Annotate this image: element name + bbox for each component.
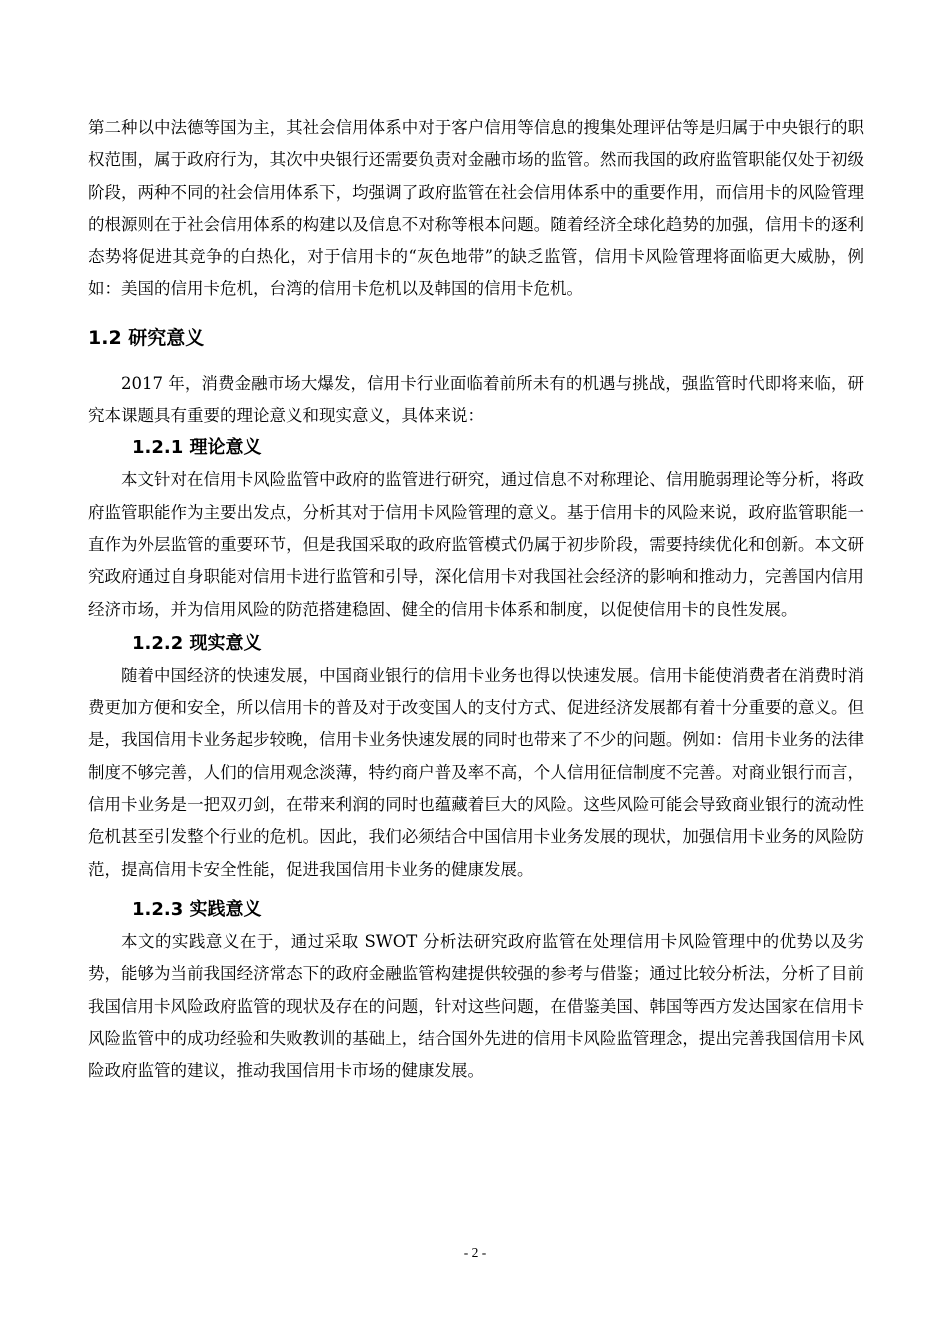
subsection-paragraph-practice: 本文的实践意义在于，通过采取 SWOT 分析法研究政府监管在处理信用卡风险管理中的优势以及劣势，能够为当前我国经济常态下的政府金融监管构建提供较强的参考与借鉴；通过比较分析法，分析了目前我国信用卡风险政府监管的现状及存在的问题，针对这些问题，在借鉴美国、韩国等西方发达国家在信用卡风险监管中的成功经验和失败教训的基础上，结合国外先进的信用卡风险监管理念，提出完善我国信用卡风险政府监管的建议，推动我国信用卡市场的健康发展。 bbox=[88, 931, 864, 1081]
subsection-heading-practice: 1.2.3 实践意义 bbox=[132, 898, 262, 920]
page-number: - 2 - bbox=[463, 1245, 487, 1260]
subsection-heading-theory: 1.2.1 理论意义 bbox=[132, 437, 262, 459]
subsection-paragraph-theory: 本文针对在信用卡风险监管中政府的监管进行研究，通过信息不对称理论、信用脆弱理论等分析，将政府监管职能作为主要出发点，分析其对于信用卡风险管理的意义。基于信用卡的风险来说，政府监管职能一直作为外层监管的重要环节，但是我国采取的政府监管模式仍属于初步阶段，需要持续优化和创新。本文研究政府通过自身职能对信用卡进行监管和引导，深化信用卡对我国社会经济的影响和推动力，完善国内信用经济市场，并为信用风险的防范搭建稳固、健全的信用卡体系和制度，以促使信用卡的良性发展。 bbox=[88, 470, 864, 619]
document-body bbox=[88, 112, 864, 1087]
section-intro-paragraph: 2017 年，消费金融市场大爆发，信用卡行业面临着前所未有的机遇与挑战，强监管时代即将来临，研究本课题具有重要的理论意义和现实意义，具体来说： bbox=[88, 373, 864, 426]
subsection-heading-reality: 1.2.2 现实意义 bbox=[132, 632, 262, 654]
section-heading: 1.2 研究意义 bbox=[88, 326, 205, 349]
opening-paragraph: 第二种以中法德等国为主，其社会信用体系中对于客户信用等信息的搜集处理评估等是归属于中央银行的职权范围，属于政府行为，其次中央银行还需要负责对金融市场的监管。然而我国的政府监管职能仅处于初级阶段，两种不同的社会信用体系下，均强调了政府监管在社会信用体系中的重要作用，而信用卡的风险管理的根源则在于社会信用体系的构建以及信息不对称等根本问题。随着经济全球化趋势的加强，信用卡的逐利态势将促进其竞争的白热化，对于信用卡的“灰色地带”的缺乏监管，信用卡风险管理将面临更大威胁，例如：美国的信用卡危机，台湾的信用卡危机以及韩国的信用卡危机。 bbox=[88, 118, 864, 299]
subsection-paragraph-reality: 随着中国经济的快速发展，中国商业银行的信用卡业务也得以快速发展。信用卡能使消费者在消费时消费更加方便和安全，所以信用卡的普及对于改变国人的支付方式、促进经济发展都有着十分重要的意义。但是，我国信用卡业务起步较晚，信用卡业务快速发展的同时也带来了不少的问题。例如：信用卡业务的法律制度不够完善，人们的信用观念淡薄，特约商户普及率不高，个人信用征信制度不完善。对商业银行而言，信用卡业务是一把双刃剑，在带来利润的同时也蕴藏着巨大的风险。这些风险可能会导致商业银行的流动性危机甚至引发整个行业的危机。因此，我们必须结合中国信用卡业务发展的现状，加强信用卡业务的风险防范，提高信用卡安全性能，促进我国信用卡业务的健康发展。 bbox=[88, 665, 864, 879]
